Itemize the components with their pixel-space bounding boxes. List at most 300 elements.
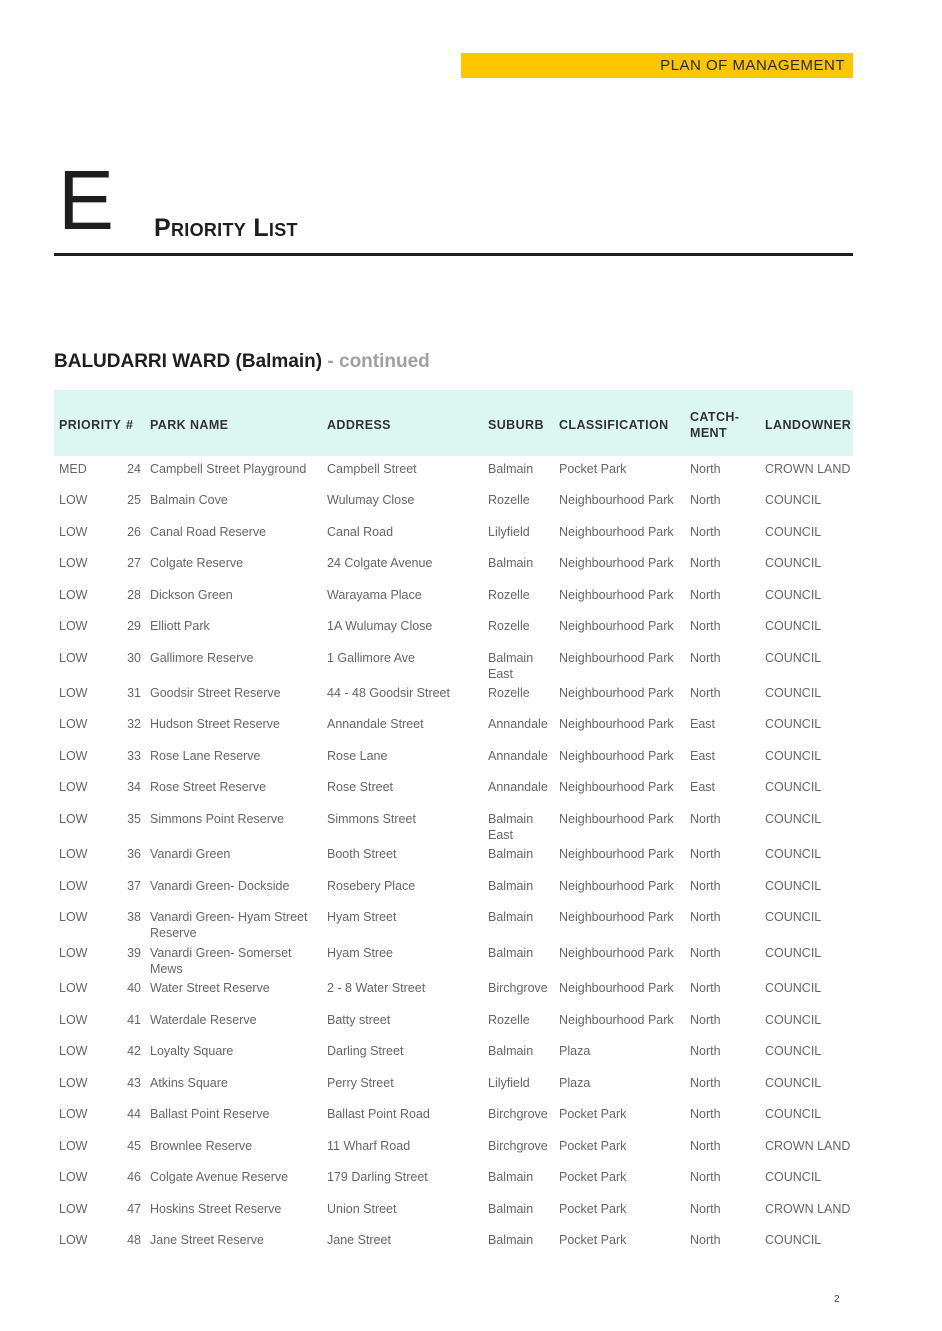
- cell-text: Darling Street: [327, 1044, 404, 1058]
- cell-suburb: [488, 980, 548, 996]
- cell-priority: [59, 980, 87, 996]
- cell-address: [327, 909, 396, 925]
- cell-catchment: [690, 492, 721, 508]
- cell-text: CROWN LAND: [765, 462, 851, 476]
- cell-catchment: [690, 878, 721, 894]
- cell-priority: [59, 618, 87, 634]
- cell-text: Vanardi Green- Hyam Street: [150, 910, 308, 924]
- cell-text: 44 - 48 Goodsir Street: [327, 686, 450, 700]
- cell-text: 27: [127, 556, 141, 570]
- cell-text: Union Street: [327, 1202, 397, 1216]
- cell-text: 35: [127, 812, 141, 826]
- cell-text: East: [690, 749, 716, 763]
- table-row: [0, 618, 942, 648]
- cell-park-name: [150, 779, 266, 795]
- cell-number: [119, 1106, 141, 1122]
- cell-text: Batty street: [327, 1013, 391, 1027]
- cell-text: Neighbourhood Park: [559, 749, 674, 763]
- cell-suburb: [488, 685, 530, 701]
- cell-text: COUNCIL: [765, 1233, 822, 1247]
- cell-text: 32: [127, 717, 141, 731]
- cell-text: COUNCIL: [765, 879, 822, 893]
- cell-classification: [559, 461, 626, 477]
- col-suburb: SUBURB: [488, 418, 544, 432]
- cell-classification: [559, 846, 674, 862]
- cell-landowner: [765, 524, 821, 540]
- col-address: ADDRESS: [327, 418, 391, 432]
- cell-text: 25: [127, 493, 141, 507]
- cell-text: COUNCIL: [765, 651, 822, 665]
- section-title: Priority List: [154, 214, 298, 242]
- cell-landowner: [765, 1138, 850, 1154]
- cell-landowner: [765, 685, 821, 701]
- cell-text: 30: [127, 651, 141, 665]
- cell-text: Goodsir Street Reserve: [150, 686, 281, 700]
- cell-priority: [59, 748, 87, 764]
- cell-number: [119, 846, 141, 862]
- cell-text: Hyam Stree: [327, 946, 393, 960]
- cell-text: North: [690, 686, 721, 700]
- cell-catchment: [690, 1138, 721, 1154]
- cell-number: [119, 748, 141, 764]
- cell-text: LOW: [59, 749, 88, 763]
- cell-text: COUNCIL: [765, 749, 822, 763]
- cell-suburb: [488, 1201, 533, 1217]
- cell-text: Rose Street Reserve: [150, 780, 267, 794]
- cell-classification: [559, 492, 674, 508]
- table-row: [0, 748, 942, 778]
- table-row: [0, 846, 942, 876]
- cell-number: [119, 980, 141, 996]
- cell-address: [327, 878, 415, 894]
- cell-text: LOW: [59, 686, 88, 700]
- cell-text: Balmain: [488, 879, 534, 893]
- cell-text: Perry Street: [327, 1076, 394, 1090]
- cell-classification: [559, 1169, 626, 1185]
- table-row: [0, 980, 942, 1010]
- cell-classification: [559, 1232, 626, 1248]
- cell-text: Rozelle: [488, 493, 530, 507]
- cell-landowner: [765, 1043, 821, 1059]
- cell-priority: [59, 909, 87, 925]
- cell-priority: [59, 811, 87, 827]
- cell-text: North: [690, 1076, 721, 1090]
- cell-text: COUNCIL: [765, 556, 822, 570]
- cell-suburb: [488, 846, 533, 862]
- cell-text: 28: [127, 588, 141, 602]
- cell-text: 42: [127, 1044, 141, 1058]
- cell-text: North: [690, 588, 721, 602]
- cell-text: LOW: [59, 651, 88, 665]
- cell-landowner: [765, 618, 821, 634]
- cell-suburb: [488, 1043, 533, 1059]
- cell-text: Balmain: [488, 1233, 534, 1247]
- cell-text-continued: Reserve: [150, 926, 197, 940]
- table-row: [0, 779, 942, 809]
- cell-text: 1A Wulumay Close: [327, 619, 433, 633]
- cell-text: COUNCIL: [765, 1076, 822, 1090]
- cell-text: Hoskins Street Reserve: [150, 1202, 282, 1216]
- cell-suburb: [488, 524, 530, 540]
- cell-priority: [59, 716, 87, 732]
- cell-text: 1 Gallimore Ave: [327, 651, 416, 665]
- cell-text: Colgate Avenue Reserve: [150, 1170, 289, 1184]
- cell-number: [119, 945, 141, 961]
- cell-park-name: [150, 878, 289, 894]
- cell-park-name: [150, 1201, 281, 1217]
- cell-text: 29: [127, 619, 141, 633]
- cell-classification: [559, 945, 674, 961]
- cell-number: [119, 878, 141, 894]
- cell-priority: [59, 1075, 87, 1091]
- cell-address: [327, 1138, 410, 1154]
- cell-text: LOW: [59, 493, 88, 507]
- cell-classification: [559, 618, 674, 634]
- cell-landowner: [765, 1232, 821, 1248]
- cell-classification: [559, 1106, 626, 1122]
- cell-number: [119, 618, 141, 634]
- cell-landowner: [765, 846, 821, 862]
- cell-text: COUNCIL: [765, 525, 822, 539]
- cell-text: Hudson Street Reserve: [150, 717, 280, 731]
- cell-number: [119, 650, 141, 666]
- table-row: [0, 945, 942, 975]
- cell-priority: [59, 1232, 87, 1248]
- ward-continued: - continued: [327, 351, 430, 372]
- cell-text: Elliott Park: [150, 619, 210, 633]
- cell-text: 47: [127, 1202, 141, 1216]
- cell-park-name: [150, 1012, 257, 1028]
- cell-classification: [559, 524, 674, 540]
- cell-landowner: [765, 811, 821, 827]
- cell-text: Canal Road: [327, 525, 394, 539]
- cell-catchment: [690, 945, 721, 961]
- cell-classification: [559, 909, 674, 925]
- cell-text: Neighbourhood Park: [559, 525, 674, 539]
- cell-text: LOW: [59, 847, 88, 861]
- cell-address: [327, 1169, 428, 1185]
- cell-text: COUNCIL: [765, 1044, 822, 1058]
- cell-text: Pocket Park: [559, 1139, 627, 1153]
- cell-number: [119, 587, 141, 603]
- cell-park-name: [150, 650, 254, 666]
- cell-catchment: [690, 779, 715, 795]
- cell-text: North: [690, 946, 721, 960]
- cell-text: Birchgrove: [488, 981, 548, 995]
- cell-text: Ballast Point Road: [327, 1107, 430, 1121]
- cell-text: LOW: [59, 1202, 88, 1216]
- page-number: 2: [834, 1294, 840, 1305]
- cell-text: Rose Lane Reserve: [150, 749, 261, 763]
- cell-landowner: [765, 492, 821, 508]
- cell-priority: [59, 846, 87, 862]
- cell-park-name: [150, 1138, 252, 1154]
- cell-text: MED: [59, 462, 87, 476]
- cell-number: [119, 1012, 141, 1028]
- cell-text: Vanardi Green: [150, 847, 231, 861]
- col-number: #: [126, 418, 134, 432]
- cell-text: Pocket Park: [559, 1233, 627, 1247]
- cell-priority: [59, 1201, 87, 1217]
- cell-address: [327, 1232, 391, 1248]
- cell-address: [327, 1075, 394, 1091]
- cell-text: North: [690, 462, 721, 476]
- cell-landowner: [765, 461, 850, 477]
- cell-classification: [559, 716, 674, 732]
- cell-park-name: [150, 461, 306, 477]
- col-priority: PRIORITY: [59, 418, 122, 432]
- cell-park-name: [150, 685, 281, 701]
- cell-text: Gallimore Reserve: [150, 651, 254, 665]
- cell-suburb: [488, 878, 533, 894]
- cell-text: 41: [127, 1013, 141, 1027]
- cell-number: [119, 811, 141, 827]
- cell-text: Balmain: [488, 910, 534, 924]
- cell-text: Neighbourhood Park: [559, 619, 674, 633]
- plan-of-management-banner: [461, 53, 853, 78]
- cell-text: LOW: [59, 879, 88, 893]
- cell-text: 40: [127, 981, 141, 995]
- cell-text: Rozelle: [488, 619, 530, 633]
- cell-landowner: [765, 1012, 821, 1028]
- cell-park-name: [150, 945, 292, 977]
- cell-text: Neighbourhood Park: [559, 780, 674, 794]
- col-catchment-line1: CATCH-: [690, 410, 740, 424]
- table-row: [0, 1138, 942, 1168]
- cell-text: Campbell Street Playground: [150, 462, 307, 476]
- table-row: [0, 1201, 942, 1231]
- cell-park-name: [150, 980, 270, 996]
- cell-text: LOW: [59, 1076, 88, 1090]
- cell-text-continued: Mews: [150, 962, 183, 976]
- cell-priority: [59, 1043, 87, 1059]
- cell-text: Balmain: [488, 1044, 534, 1058]
- table-row: [0, 587, 942, 617]
- cell-text: Annandale: [488, 717, 548, 731]
- cell-classification: [559, 748, 674, 764]
- cell-park-name: [150, 1075, 228, 1091]
- col-catchment: [690, 409, 739, 441]
- cell-text: Rozelle: [488, 686, 530, 700]
- cell-classification: [559, 555, 674, 571]
- cell-text: Booth Street: [327, 847, 397, 861]
- cell-landowner: [765, 650, 821, 666]
- cell-landowner: [765, 945, 821, 961]
- cell-text: Wulumay Close: [327, 493, 415, 507]
- cell-address: [327, 524, 393, 540]
- cell-park-name: [150, 555, 243, 571]
- cell-text: Pocket Park: [559, 1170, 627, 1184]
- cell-text: Colgate Reserve: [150, 556, 244, 570]
- cell-text: Balmain: [488, 812, 534, 826]
- cell-landowner: [765, 587, 821, 603]
- table-row: [0, 650, 942, 680]
- cell-text: LOW: [59, 1170, 88, 1184]
- cell-catchment: [690, 1232, 721, 1248]
- cell-catchment: [690, 909, 721, 925]
- cell-landowner: [765, 716, 821, 732]
- title-rule: [54, 253, 853, 256]
- cell-suburb: [488, 555, 533, 571]
- cell-suburb: [488, 1138, 548, 1154]
- cell-text: North: [690, 847, 721, 861]
- cell-number: [119, 555, 141, 571]
- cell-text-continued: East: [488, 667, 514, 681]
- ward-name: BALUDARRI WARD (Balmain): [54, 351, 323, 372]
- cell-text: Pocket Park: [559, 462, 627, 476]
- cell-text: LOW: [59, 1044, 88, 1058]
- cell-park-name: [150, 524, 266, 540]
- cell-classification: [559, 811, 674, 827]
- cell-text: Simmons Street: [327, 812, 416, 826]
- cell-catchment: [690, 1106, 721, 1122]
- cell-text: COUNCIL: [765, 588, 822, 602]
- cell-catchment: [690, 618, 721, 634]
- cell-suburb: [488, 909, 533, 925]
- cell-text: East: [690, 780, 716, 794]
- table-row: [0, 1043, 942, 1073]
- cell-text: Jane Street Reserve: [150, 1233, 264, 1247]
- cell-park-name: [150, 618, 210, 634]
- cell-address: [327, 650, 415, 666]
- cell-text: Rose Street: [327, 780, 394, 794]
- cell-landowner: [765, 555, 821, 571]
- cell-text: Lilyfield: [488, 525, 530, 539]
- table-row: [0, 555, 942, 585]
- cell-park-name: [150, 1169, 288, 1185]
- cell-catchment: [690, 685, 721, 701]
- cell-text: 36: [127, 847, 141, 861]
- table-row: [0, 461, 942, 491]
- table-row: [0, 524, 942, 554]
- cell-number: [119, 1232, 141, 1248]
- cell-text: Annandale: [488, 780, 548, 794]
- cell-text: Neighbourhood Park: [559, 686, 674, 700]
- cell-park-name: [150, 846, 230, 862]
- cell-park-name: [150, 1232, 264, 1248]
- cell-classification: [559, 650, 674, 666]
- cell-text: Rosebery Place: [327, 879, 416, 893]
- cell-priority: [59, 878, 87, 894]
- cell-text: Dickson Green: [150, 588, 233, 602]
- cell-text: COUNCIL: [765, 686, 822, 700]
- cell-suburb: [488, 650, 533, 682]
- cell-landowner: [765, 878, 821, 894]
- cell-text: 33: [127, 749, 141, 763]
- cell-text: 46: [127, 1170, 141, 1184]
- cell-text: 39: [127, 946, 141, 960]
- cell-catchment: [690, 980, 721, 996]
- cell-landowner: [765, 1201, 850, 1217]
- cell-text: Water Street Reserve: [150, 981, 270, 995]
- cell-text: COUNCIL: [765, 493, 822, 507]
- cell-classification: [559, 878, 674, 894]
- cell-text: Plaza: [559, 1076, 591, 1090]
- ward-heading: [54, 351, 430, 373]
- table-row: [0, 716, 942, 746]
- col-classification: CLASSIFICATION: [559, 418, 669, 432]
- cell-text: Simmons Point Reserve: [150, 812, 285, 826]
- cell-text: North: [690, 1044, 721, 1058]
- cell-text: Warayama Place: [327, 588, 422, 602]
- cell-text: North: [690, 1202, 721, 1216]
- cell-text: Birchgrove: [488, 1139, 548, 1153]
- cell-text: 48: [127, 1233, 141, 1247]
- cell-text: Neighbourhood Park: [559, 717, 674, 731]
- cell-text: North: [690, 910, 721, 924]
- cell-text: Rozelle: [488, 1013, 530, 1027]
- cell-text: Jane Street: [327, 1233, 391, 1247]
- cell-address: [327, 618, 432, 634]
- cell-text: LOW: [59, 1139, 88, 1153]
- cell-text: Annandale: [488, 749, 548, 763]
- cell-text: North: [690, 493, 721, 507]
- cell-number: [119, 1138, 141, 1154]
- banner-text: PLAN OF MANAGEMENT: [660, 57, 845, 74]
- cell-text: 11 Wharf Road: [327, 1139, 411, 1153]
- cell-text: Ballast Point Reserve: [150, 1107, 270, 1121]
- cell-classification: [559, 1043, 590, 1059]
- cell-text: Neighbourhood Park: [559, 879, 674, 893]
- cell-text: Pocket Park: [559, 1202, 627, 1216]
- cell-text: Brownlee Reserve: [150, 1139, 253, 1153]
- cell-catchment: [690, 524, 721, 540]
- cell-text: North: [690, 1170, 721, 1184]
- cell-text-continued: East: [488, 828, 514, 842]
- cell-text: Neighbourhood Park: [559, 556, 674, 570]
- cell-address: [327, 587, 422, 603]
- cell-text: Pocket Park: [559, 1107, 627, 1121]
- table-row: [0, 1169, 942, 1199]
- cell-text: Neighbourhood Park: [559, 847, 674, 861]
- table-row: [0, 878, 942, 908]
- table-row: [0, 1106, 942, 1136]
- cell-text: COUNCIL: [765, 717, 822, 731]
- cell-priority: [59, 779, 87, 795]
- cell-text: CROWN LAND: [765, 1202, 851, 1216]
- cell-address: [327, 1201, 396, 1217]
- cell-text: Neighbourhood Park: [559, 981, 674, 995]
- cell-address: [327, 461, 417, 477]
- cell-number: [119, 779, 141, 795]
- col-park-name: PARK NAME: [150, 418, 229, 432]
- cell-classification: [559, 1201, 626, 1217]
- cell-text: LOW: [59, 910, 88, 924]
- cell-park-name: [150, 587, 233, 603]
- cell-landowner: [765, 1075, 821, 1091]
- table-row: [0, 685, 942, 715]
- cell-priority: [59, 685, 87, 701]
- cell-address: [327, 945, 393, 961]
- cell-text: Balmain: [488, 1202, 534, 1216]
- cell-suburb: [488, 811, 533, 843]
- cell-park-name: [150, 492, 228, 508]
- cell-suburb: [488, 492, 530, 508]
- cell-text: LOW: [59, 780, 88, 794]
- cell-text: 44: [127, 1107, 141, 1121]
- cell-text: Neighbourhood Park: [559, 946, 674, 960]
- cell-catchment: [690, 716, 715, 732]
- cell-catchment: [690, 811, 721, 827]
- cell-park-name: [150, 811, 284, 827]
- cell-catchment: [690, 555, 721, 571]
- cell-text: LOW: [59, 1107, 88, 1121]
- table-row: [0, 811, 942, 841]
- cell-catchment: [690, 1169, 721, 1185]
- cell-priority: [59, 1169, 87, 1185]
- cell-text: LOW: [59, 556, 88, 570]
- cell-suburb: [488, 1012, 530, 1028]
